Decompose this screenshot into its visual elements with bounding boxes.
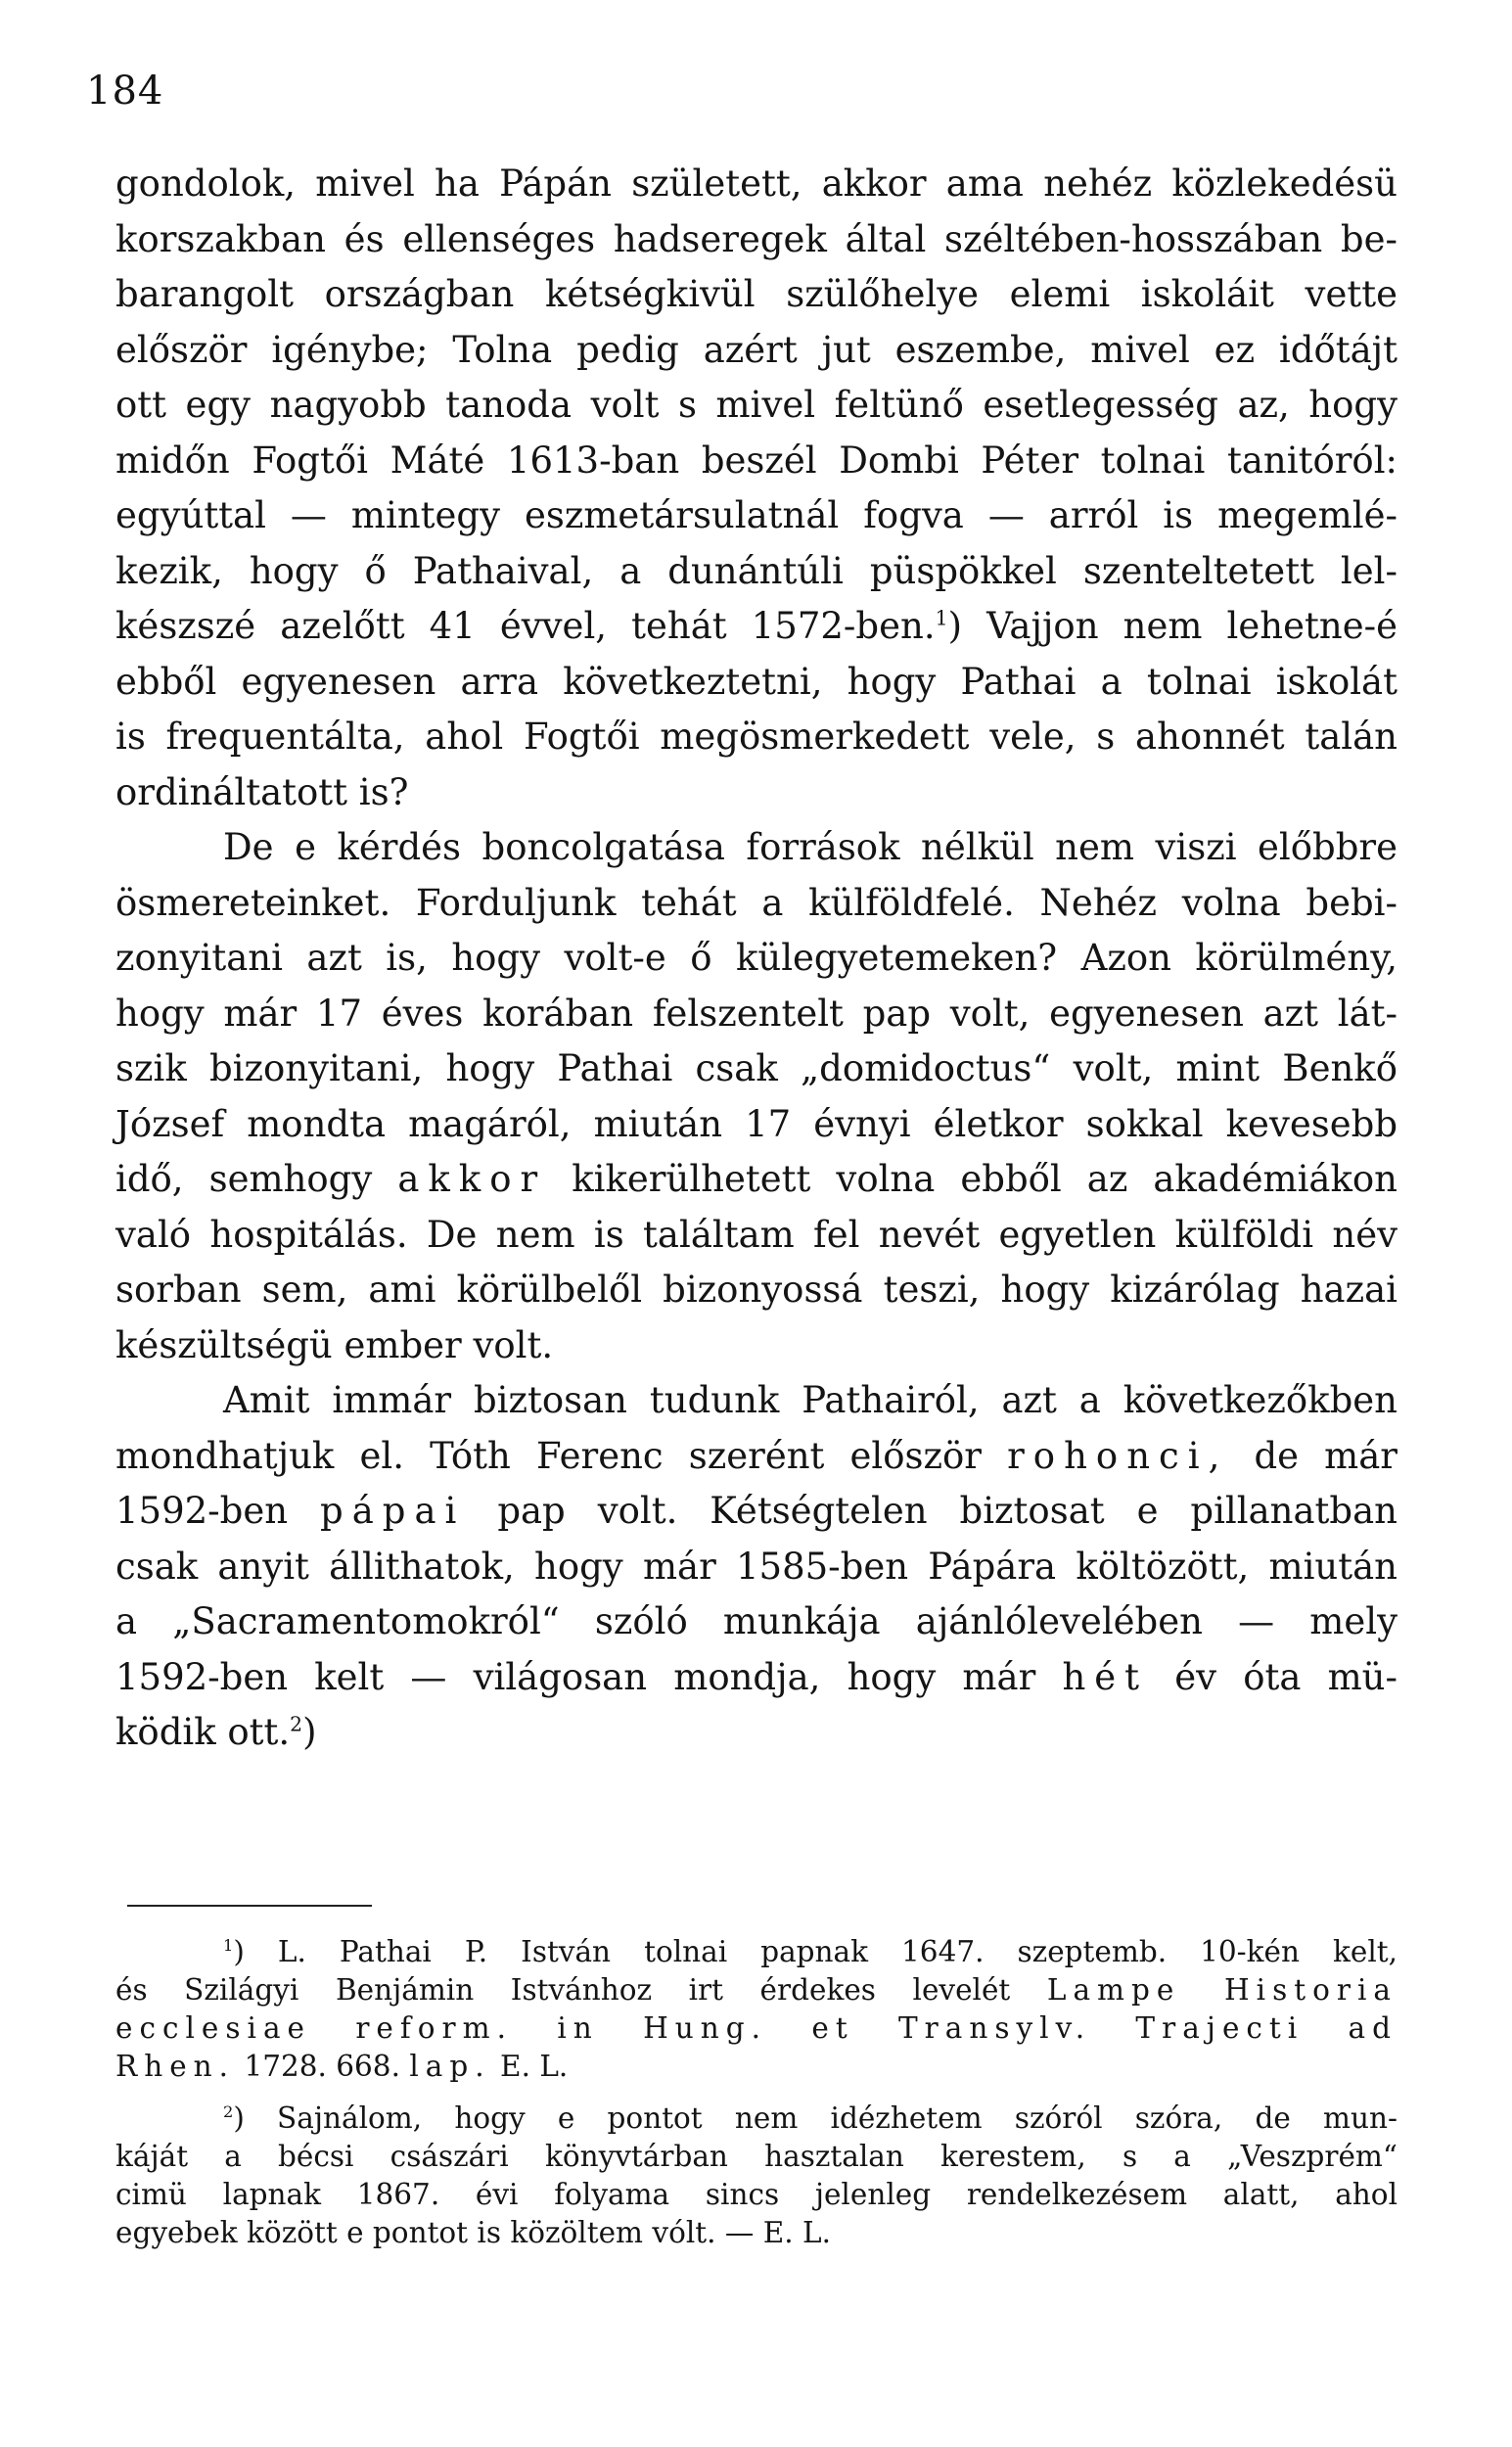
- page-number: 184: [86, 69, 164, 114]
- footnote-2: [115, 2100, 1397, 2138]
- text-fragment: ködik ott.: [115, 1711, 291, 1753]
- text-line: készültségü ember volt.: [115, 1323, 554, 1366]
- text-fragment: mondhatjuk el. Tóth Ferenc szerént először: [115, 1434, 982, 1477]
- footnote-1: [115, 1933, 1397, 1971]
- footnote-line: egyebek között e pontot is közöltem vólt. — E. L.: [115, 2216, 832, 2249]
- text-line: ordináltatott is?: [115, 770, 409, 813]
- text-fragment: idő, semhogy: [115, 1158, 373, 1200]
- text-line: való hospitálás. De nem is találtam fel nevét egyetlen külföldi név: [115, 1213, 1397, 1256]
- text-line: gondolok, mivel ha Pápán született, akkor ama nehéz közlekedésü: [115, 162, 1397, 205]
- text-line: korszakban és ellenséges hadseregek által széltében-hosszában be-: [115, 217, 1397, 260]
- footnote-line: [115, 1971, 1397, 2009]
- text-line: [115, 1152, 1397, 1208]
- text-fragment: de már: [1254, 1434, 1397, 1477]
- spaced-word: rohonci,: [1007, 1434, 1229, 1477]
- text-line: ösmereteinket. Forduljunk tehát a külföldfelé. Nehéz volna bebi-: [115, 881, 1397, 924]
- footnote-ref-1: 1: [935, 606, 948, 630]
- text-line: [115, 1650, 1397, 1706]
- text-line: egyúttal — mintegy eszmetársulatnál fogva — arról is megemlé-: [115, 494, 1397, 536]
- footnote-line: káját a bécsi császári könyvtárban hasztalan kerestem, s a „Veszprém“: [115, 2140, 1397, 2173]
- text-fragment: 1592-ben: [115, 1490, 289, 1532]
- paragraph-start: Amit immár biztosan tudunk Pathairól, azt a következőkben: [223, 1379, 1397, 1421]
- footnote-line: [115, 2048, 1397, 2086]
- text-line: [115, 1429, 1397, 1485]
- text-line: kezik, hogy ő Pathaival, a dunántúli püspökkel szenteltetett lel-: [115, 549, 1397, 592]
- spaced-title: Rhen.: [115, 2050, 236, 2083]
- text-line: csak anyit állithatok, hogy már 1585-ben Pápára költözött, miután: [115, 1545, 1397, 1588]
- footnote-text: 1728. 668.: [244, 2050, 400, 2083]
- paragraph-start: De e kérdés boncolgatása források nélkül nem viszi előbbre: [223, 826, 1397, 868]
- text-line: ott egy nagyobb tanoda volt s mivel feltünő esetlegesség az, hogy: [115, 384, 1397, 426]
- text-line: midőn Fogtői Máté 1613-ban beszél Dombi Péter tolnai tanitóról:: [115, 439, 1397, 482]
- text-fragment: pap volt. Kétségtelen biztosat e pillanatban: [497, 1490, 1397, 1532]
- spaced-word: hét: [1062, 1655, 1149, 1698]
- text-line: készszé azelőtt 41 évvel, tehát 1572-ben.$^1$) Vajjon nem lehetne-é: [115, 605, 1398, 647]
- spaced-title: lap.: [409, 2050, 491, 2083]
- footnote-mark: 1: [223, 1936, 234, 1956]
- footnote-text: ) Sajnálom, hogy e pontot nem idézhetem szóról szóra, de mun-: [233, 2101, 1397, 2135]
- text-fragment: 1592-ben kelt — világosan mondja, hogy már: [115, 1655, 1036, 1698]
- text-line: hogy már 17 éves korában felszentelt pap volt, egyenesen azt lát-: [115, 992, 1397, 1035]
- text-fragment: év óta mü-: [1174, 1655, 1397, 1698]
- footnote-text: ) L. Pathai P. István tolnai papnak 1647. szeptemb. 10-kén kelt,: [233, 1935, 1397, 1968]
- footnote-text: és Szilágyi Benjámin Istvánhoz irt érdekes levelét: [115, 1973, 1011, 2007]
- text-line: zonyitani azt is, hogy volt-e ő külegyetemeken? Azon körülmény,: [115, 937, 1397, 979]
- footnote-mark: 2: [223, 2102, 234, 2122]
- text-line: [115, 1484, 1397, 1540]
- spaced-word: pápai: [320, 1490, 466, 1532]
- text-line: sorban sem, ami körülbelől bizonyossá teszi, hogy kizárólag hazai: [115, 1269, 1397, 1311]
- text-line: József mondta magáról, miután 17 évnyi életkor sokkal kevesebb: [115, 1102, 1397, 1145]
- footnote-line: ecclesiae reform. in Hung. et Transylv. Trajecti ad: [115, 2011, 1397, 2045]
- footnote-ref-2: 2: [290, 1712, 303, 1736]
- text-fragment: Vajjon nem lehetne-é: [986, 605, 1398, 647]
- text-fragment: kikerülhetett volna ebből az akadémiákon: [572, 1158, 1397, 1200]
- text-line: ebből egyenesen arra következtetni, hogy Pathai a tolnai iskolát: [115, 660, 1397, 703]
- text-line: szik bizonyitani, hogy Pathai csak „domidoctus“ volt, mint Benkő: [115, 1047, 1397, 1089]
- footnotes: [115, 1933, 1397, 2252]
- text-line: először igénybe; Tolna pedig azért jut eszembe, mivel ez időtájt: [115, 328, 1397, 371]
- text-line: is frequentálta, ahol Fogtői megösmerkedett vele, s ahonnét talán: [115, 716, 1397, 758]
- spaced-word: akkor: [397, 1158, 547, 1200]
- text-line: a „Sacramentomokról“ szóló munkája ajánlólevelében — mely: [115, 1600, 1397, 1642]
- spaced-title: Lampe Historia: [1046, 1973, 1397, 2007]
- text-line: barangolt országban kétségkivül szülőhelye elemi iskoláit vette: [115, 273, 1397, 315]
- text-line: ködik ott.$^2$): [115, 1711, 317, 1753]
- footnote-text: E. L.: [500, 2050, 569, 2083]
- main-text: [115, 157, 1397, 1761]
- footnote-line: cimü lapnak 1867. évi folyama sincs jelenleg rendelkezésem alatt, ahol: [115, 2178, 1397, 2211]
- footnote-divider: [127, 1905, 372, 1907]
- text-fragment: készszé azelőtt 41 évvel, tehát 1572-ben.: [115, 605, 936, 647]
